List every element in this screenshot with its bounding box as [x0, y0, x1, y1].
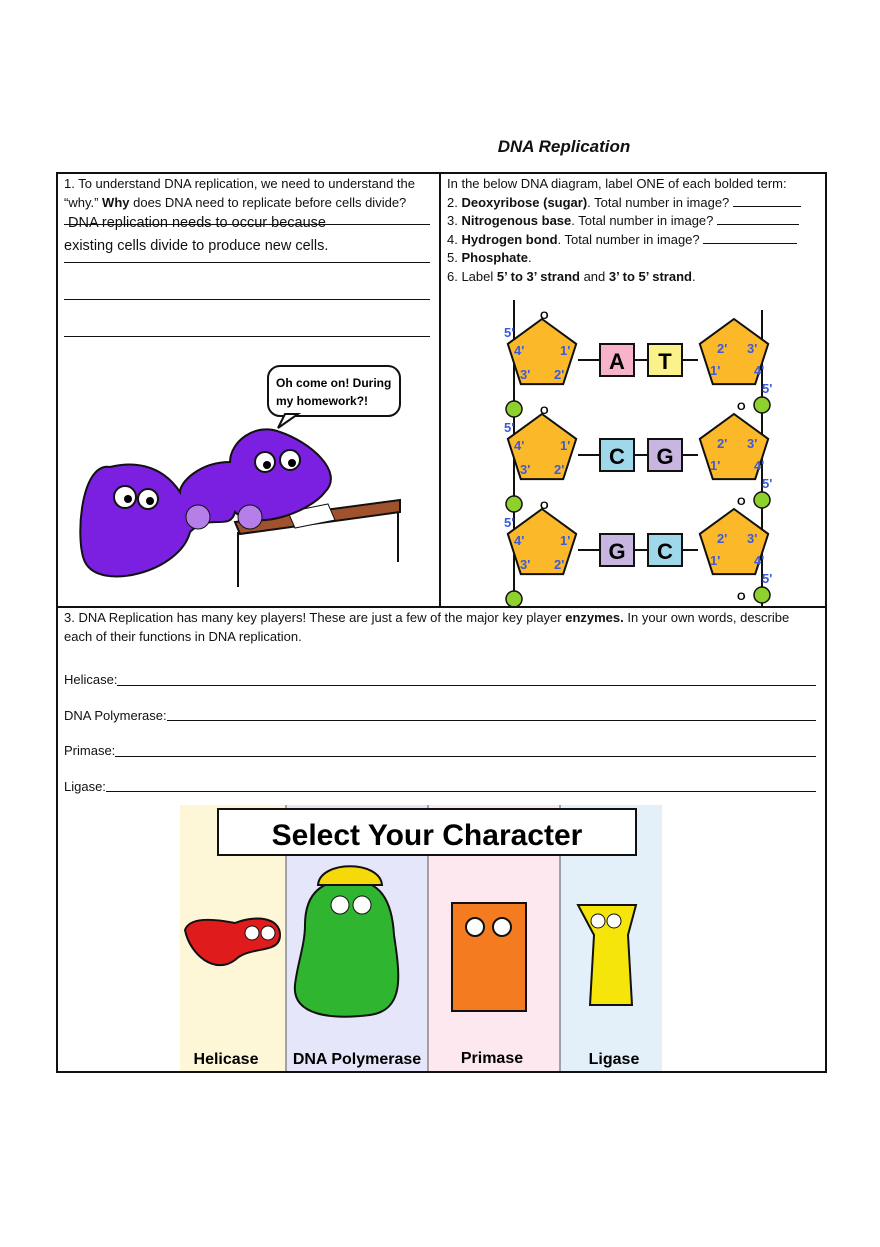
sugar-carbon-label: 4' — [514, 533, 525, 548]
sugar-carbon-label: 5' — [504, 325, 515, 340]
sugar-carbon-label: 3' — [747, 531, 758, 546]
sugar-carbon-label: 5' — [504, 420, 515, 435]
question-1-prompt: 1. To understand DNA replication, we need to understand the “why.” Why does DNA need to replicate before cells divide? — [64, 176, 415, 210]
sugar-carbon-label: 2' — [554, 557, 565, 572]
sugar-carbon-label: 5' — [762, 571, 773, 586]
answer-blank[interactable] — [703, 231, 797, 244]
base-letter: A — [609, 349, 625, 374]
answer-rule[interactable] — [64, 336, 430, 337]
base-letter: G — [656, 444, 674, 469]
phosphate — [506, 496, 522, 512]
question-5: 5. Phosphate. — [447, 250, 532, 265]
sugar-carbon-label: 4' — [754, 363, 765, 378]
row-divider — [56, 606, 825, 608]
sugar-carbon-label: 4' — [754, 458, 765, 473]
phosphate — [506, 591, 522, 606]
question-3-prompt: 3. DNA Replication has many key players! These are just a few of the major key player enzymes. In your own words, describe each of their functions in DNA replication. — [64, 610, 790, 644]
question-2: 2. Deoxyribose (sugar). Total number in image? — [447, 194, 819, 213]
oxygen-label: O — [737, 496, 746, 508]
answer-line-2[interactable]: existing cells divide to produce new cells. — [64, 238, 329, 254]
question-1 — [64, 175, 430, 337]
question-3 — [64, 609, 816, 796]
speech-line-1: Oh come on! During — [276, 376, 392, 390]
character-label-ligase: Ligase — [588, 1051, 640, 1068]
question-4: 4. Hydrogen bond. Total number in image? — [447, 231, 819, 250]
oxygen-label: O — [540, 500, 549, 512]
sugar-carbon-label: 1' — [710, 363, 721, 378]
cell-division-cartoon — [70, 362, 410, 602]
column-divider — [439, 172, 441, 608]
dna-diagram — [442, 300, 822, 606]
sugar-carbon-label: 2' — [554, 462, 565, 477]
answer-line-1[interactable]: DNA replication needs to occur because — [64, 212, 430, 235]
enzyme-ligase-row[interactable]: Ligase: — [64, 778, 816, 797]
sugar-carbon-label: 3' — [747, 341, 758, 356]
sugar-carbon-label: 4' — [754, 553, 765, 568]
base-letter: T — [658, 349, 672, 374]
sugar-carbon-label: 5' — [762, 476, 773, 491]
sugar-carbon-label: 4' — [514, 438, 525, 453]
sugar-carbon-label: 3' — [520, 462, 531, 477]
sugar-carbon-label: 2' — [554, 367, 565, 382]
primase-character — [452, 903, 526, 1011]
character-label-dna-polymerase: DNA Polymerase — [292, 1051, 422, 1068]
sugar-carbon-label: 4' — [514, 343, 525, 358]
base-letter: G — [608, 539, 626, 564]
sugar-carbon-label: 5' — [504, 515, 515, 530]
sugar-carbon-label: 5' — [762, 381, 773, 396]
question-6: 6. Label 5’ to 3’ strand and 3’ to 5’ strand. — [447, 268, 696, 284]
sugar-carbon-label: 3' — [747, 436, 758, 451]
phosphate — [506, 401, 522, 417]
sugar-carbon-label: 2' — [717, 341, 728, 356]
question-3: 3. Nitrogenous base. Total number in image? — [447, 212, 819, 231]
sugar-carbon-label: 1' — [710, 458, 721, 473]
enzyme-dna-polymerase-row[interactable]: DNA Polymerase: — [64, 707, 816, 726]
sugar-carbon-label: 3' — [520, 557, 531, 572]
questions-2-6 — [447, 175, 819, 286]
oxygen-label: O — [737, 591, 746, 603]
character-label-helicase: Helicase — [193, 1051, 259, 1068]
character-label-primase: Primase — [460, 1050, 524, 1067]
banner-title: Select Your Character — [271, 819, 583, 852]
sugar-carbon-label: 3' — [520, 367, 531, 382]
sugar-carbon-label: 1' — [710, 553, 721, 568]
phosphate — [754, 587, 770, 603]
select-your-character-image — [180, 805, 662, 1071]
oxygen-label: O — [540, 310, 549, 322]
answer-rule[interactable] — [64, 262, 430, 263]
sugar-carbon-label: 2' — [717, 531, 728, 546]
oxygen-label: O — [737, 401, 746, 413]
page-title: DNA Replication — [497, 137, 631, 156]
sugar-carbon-label: 1' — [560, 438, 571, 453]
base-letter: C — [657, 539, 673, 564]
phosphate — [754, 492, 770, 508]
base-letter: C — [609, 444, 625, 469]
enzyme-primase-row[interactable]: Primase: — [64, 742, 816, 761]
sugar-carbon-label: 2' — [717, 436, 728, 451]
answer-blank[interactable] — [717, 212, 799, 225]
sugar-carbon-label: 1' — [560, 533, 571, 548]
phosphate — [754, 397, 770, 413]
sugar-carbon-label: 1' — [560, 343, 571, 358]
enzyme-helicase-row[interactable]: Helicase: — [64, 671, 816, 690]
answer-rule[interactable] — [64, 299, 430, 300]
diagram-instructions: In the below DNA diagram, label ONE of each bolded term: — [447, 176, 787, 191]
oxygen-label: O — [540, 405, 549, 417]
answer-blank[interactable] — [733, 194, 801, 207]
speech-line-2: my homework?! — [276, 394, 369, 408]
